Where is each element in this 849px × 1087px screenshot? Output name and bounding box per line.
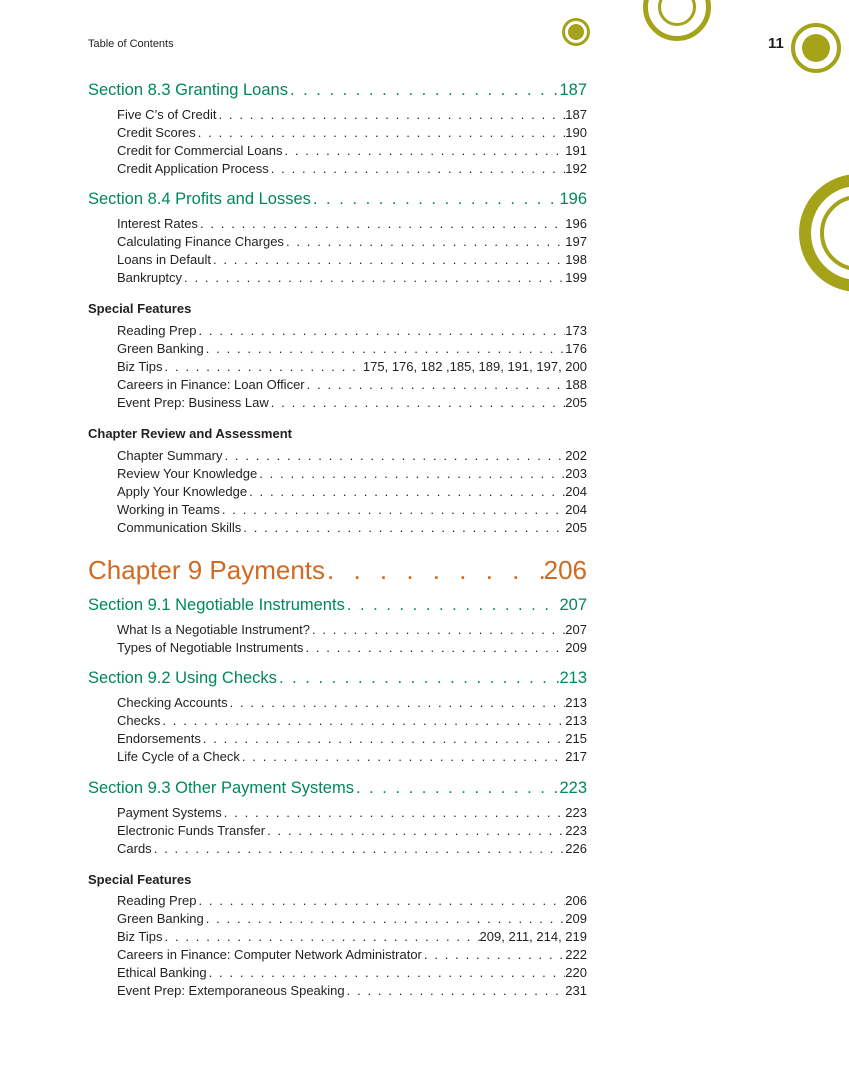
toc-item-page: 173: [565, 323, 587, 338]
toc-item-title: Event Prep: Extemporaneous Speaking: [117, 983, 345, 998]
decorative-dot-icon: [568, 24, 584, 40]
toc-item-page: 213: [565, 695, 587, 710]
toc-item-title: Endorsements: [117, 731, 201, 746]
toc-item-page: 220: [565, 965, 587, 980]
toc-item-page: 190: [565, 125, 587, 140]
toc-item[interactable]: [117, 983, 587, 998]
toc-item-page: 209, 211, 214, 219: [479, 929, 587, 944]
toc-chapter-9[interactable]: [88, 555, 587, 586]
toc-chapter-title: Chapter 9 Payments: [88, 555, 326, 585]
toc-item[interactable]: [117, 216, 587, 231]
toc-item-title: Biz Tips: [117, 929, 163, 944]
toc-item-page: 187: [565, 107, 587, 122]
toc-item[interactable]: [117, 448, 587, 463]
toc-entry-page: 196: [559, 190, 587, 208]
toc-item[interactable]: [117, 270, 587, 285]
toc-item-title: Checks: [117, 713, 161, 728]
toc-item-title: Working in Teams: [117, 502, 220, 517]
toc-item-title: Types of Negotiable Instruments: [117, 640, 304, 655]
toc-section-8-3[interactable]: [88, 81, 587, 100]
toc-item[interactable]: [117, 484, 587, 499]
toc-entry-title: Section 9.2 Using Checks: [88, 669, 277, 687]
toc-item-title: Biz Tips: [117, 359, 163, 374]
toc-item[interactable]: [117, 911, 587, 926]
toc-item-title: Loans in Default: [117, 252, 211, 267]
toc-group-heading: Special Features: [88, 872, 192, 887]
toc-item-title: Green Banking: [117, 911, 204, 926]
toc-item-title: Checking Accounts: [117, 695, 228, 710]
toc-item-title: Calculating Finance Charges: [117, 234, 284, 249]
toc-chapter-page: 206: [543, 555, 587, 585]
toc-item[interactable]: [117, 731, 587, 746]
toc-item-page: 203: [565, 466, 587, 481]
toc-item[interactable]: [117, 502, 587, 517]
toc-item-title: What Is a Negotiable Instrument?: [117, 622, 310, 637]
toc-entry-title: Section 9.3 Other Payment Systems: [88, 779, 354, 797]
toc-item-title: Review Your Knowledge: [117, 466, 258, 481]
toc-item-title: Five C’s of Credit: [117, 107, 217, 122]
toc-item-page: 231: [565, 983, 587, 998]
toc-section-9-2[interactable]: [88, 669, 587, 688]
toc-item-page: 204: [565, 484, 587, 499]
toc-item-page: 213: [565, 713, 587, 728]
toc-item-page: 223: [565, 805, 587, 820]
toc-section-9-1[interactable]: [88, 596, 587, 615]
header-label: Table of Contents: [88, 38, 174, 50]
toc-item[interactable]: [117, 377, 587, 392]
toc-item-title: Credit for Commercial Loans: [117, 143, 283, 158]
toc-item-title: Event Prep: Business Law: [117, 395, 269, 410]
toc-item-title: Reading Prep: [117, 323, 197, 338]
toc-item-title: Electronic Funds Transfer: [117, 823, 266, 838]
toc-item-title: Chapter Summary: [117, 448, 223, 463]
toc-group-heading: Special Features: [88, 301, 192, 316]
toc-item[interactable]: [117, 929, 587, 944]
toc-item[interactable]: [117, 640, 587, 655]
toc-item-page: 207: [565, 622, 587, 637]
toc-item-page: 217: [565, 749, 587, 764]
toc-item-page: 206: [565, 893, 587, 908]
toc-item-page: 196: [565, 216, 587, 231]
page-number: 11: [768, 35, 784, 52]
toc-item-page: 209: [565, 911, 587, 926]
toc-section-9-3[interactable]: [88, 779, 587, 798]
toc-item-title: Life Cycle of a Check: [117, 749, 240, 764]
toc-item-title: Careers in Finance: Computer Network Administrator: [117, 947, 422, 962]
toc-item-title: Apply Your Knowledge: [117, 484, 248, 499]
toc-item-page: 226: [565, 841, 587, 856]
toc-item-title: Credit Scores: [117, 125, 196, 140]
toc-item-page: 198: [565, 252, 587, 267]
toc-item-title: Cards: [117, 841, 152, 856]
toc-item[interactable]: [117, 965, 587, 980]
toc-entry-title: Section 8.4 Profits and Losses: [88, 190, 311, 208]
toc-entry-page: 207: [559, 596, 587, 614]
toc-item-page: 223: [565, 823, 587, 838]
toc-item[interactable]: [117, 622, 587, 637]
toc-item-page: 222: [565, 947, 587, 962]
toc-item-title: Credit Application Process: [117, 161, 269, 176]
toc-item[interactable]: [117, 947, 587, 962]
toc-item[interactable]: [117, 395, 587, 410]
toc-item-page: 205: [565, 520, 587, 535]
toc-item-title: Interest Rates: [117, 216, 198, 231]
toc-item[interactable]: [117, 252, 587, 267]
toc-entry-page: 223: [559, 779, 587, 797]
toc-item[interactable]: [117, 341, 587, 356]
toc-item-page: 175, 176, 182 ,185, 189, 191, 197, 200: [362, 359, 587, 374]
toc-entry-page: 187: [559, 81, 587, 99]
toc-item-title: Reading Prep: [117, 893, 197, 908]
toc-item-title: Bankruptcy: [117, 270, 183, 285]
toc-item-page: 202: [565, 448, 587, 463]
toc-item[interactable]: [117, 520, 587, 535]
toc-item-page: 176: [565, 341, 587, 356]
toc-item-page: 197: [565, 234, 587, 249]
toc-item-title: Communication Skills: [117, 520, 242, 535]
toc-item[interactable]: [117, 823, 587, 838]
toc-item[interactable]: [117, 107, 587, 122]
toc-item-page: 205: [565, 395, 587, 410]
toc-item-page: 204: [565, 502, 587, 517]
toc-item-page: 192: [565, 161, 587, 176]
toc-entry-title: Section 9.1 Negotiable Instruments: [88, 596, 345, 614]
toc-item-title: Careers in Finance: Loan Officer: [117, 377, 305, 392]
decorative-dot-icon: [802, 34, 830, 62]
toc-item-page: 191: [565, 143, 587, 158]
toc-item[interactable]: [117, 749, 587, 764]
toc-item[interactable]: [117, 234, 587, 249]
toc-group-heading: Chapter Review and Assessment: [88, 426, 292, 441]
toc-item-title: Ethical Banking: [117, 965, 207, 980]
toc-item-title: Green Banking: [117, 341, 204, 356]
toc-item[interactable]: [117, 893, 587, 908]
toc-section-8-4[interactable]: [88, 190, 587, 209]
toc-item[interactable]: [117, 841, 587, 856]
toc-item[interactable]: [117, 161, 587, 176]
toc-item-page: 199: [565, 270, 587, 285]
toc-entry-title: Section 8.3 Granting Loans: [88, 81, 288, 99]
toc-item[interactable]: [117, 713, 587, 728]
toc-item[interactable]: [117, 125, 587, 140]
toc-item-page: 215: [565, 731, 587, 746]
toc-item[interactable]: [117, 695, 587, 710]
toc-item[interactable]: [117, 323, 587, 338]
toc-item-page: 209: [565, 640, 587, 655]
toc-item[interactable]: [117, 143, 587, 158]
toc-item[interactable]: [117, 805, 587, 820]
toc-item[interactable]: [117, 466, 587, 481]
toc-entry-page: 213: [559, 669, 587, 687]
toc-item-title: Payment Systems: [117, 805, 222, 820]
toc-item-page: 188: [565, 377, 587, 392]
toc-item[interactable]: [117, 359, 587, 374]
